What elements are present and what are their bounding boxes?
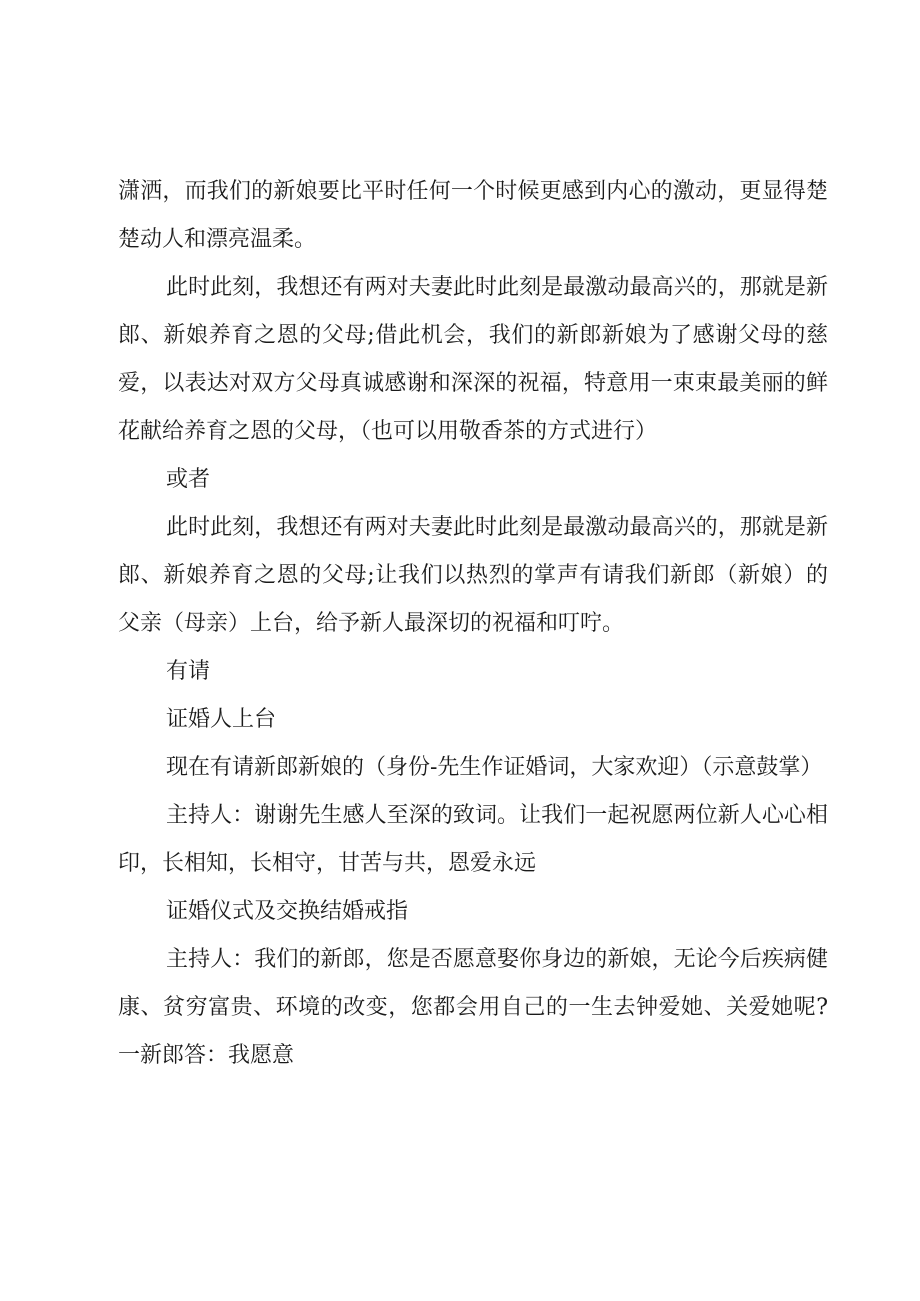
- paragraph-parents-thanks: 此时此刻，我想还有两对夫妻此时此刻是最激动最高兴的，那就是新郎、新娘养育之恩的父母;借此机会，我们的新郎新娘为了感谢父母的慈爱，以表达对双方父母真诚感谢和深深的祝福，特意用一束束最美丽的鲜花献给养育之恩的父母，（也可以用敬香茶的方式进行）: [118, 275, 828, 444]
- paragraph-host-thanks: 主持人：谢谢先生感人至深的致词。让我们一起祝愿两位新人心心相印，长相知，长相守，甘苦与共，恩爱永远: [118, 803, 828, 876]
- paragraph-ring-heading: 证婚仪式及交换结婚戒指: [166, 899, 409, 924]
- paragraph-vow-question: 主持人：我们的新郎，您是否愿意娶你身边的新娘，无论今后疾病健康、贫穷富贵、环境的改变，您都会用自己的一生去钟爱她、关爱她呢?一新郎答：我愿意: [118, 947, 828, 1068]
- paragraph-or: 或者: [166, 467, 211, 492]
- paragraph-invite: 有请: [166, 659, 211, 684]
- paragraph-parents-invite: 此时此刻，我想还有两对夫妻此时此刻是最激动最高兴的，那就是新郎、新娘养育之恩的父母;让我们以热烈的掌声有请我们新郎（新娘）的父亲（母亲）上台，给予新人最深切的祝福和叮咛。: [118, 515, 828, 636]
- paragraph-continuation: 潇洒，而我们的新娘要比平时任何一个时候更感到内心的激动，更显得楚楚动人和漂亮温柔。: [118, 179, 828, 252]
- paragraph-witness-heading: 证婚人上台: [166, 707, 277, 732]
- document-body: [118, 168, 828, 1080]
- paragraph-witness-speech: 现在有请新郎新娘的（身份-先生作证婚词，大家欢迎）（示意鼓掌）: [166, 755, 823, 780]
